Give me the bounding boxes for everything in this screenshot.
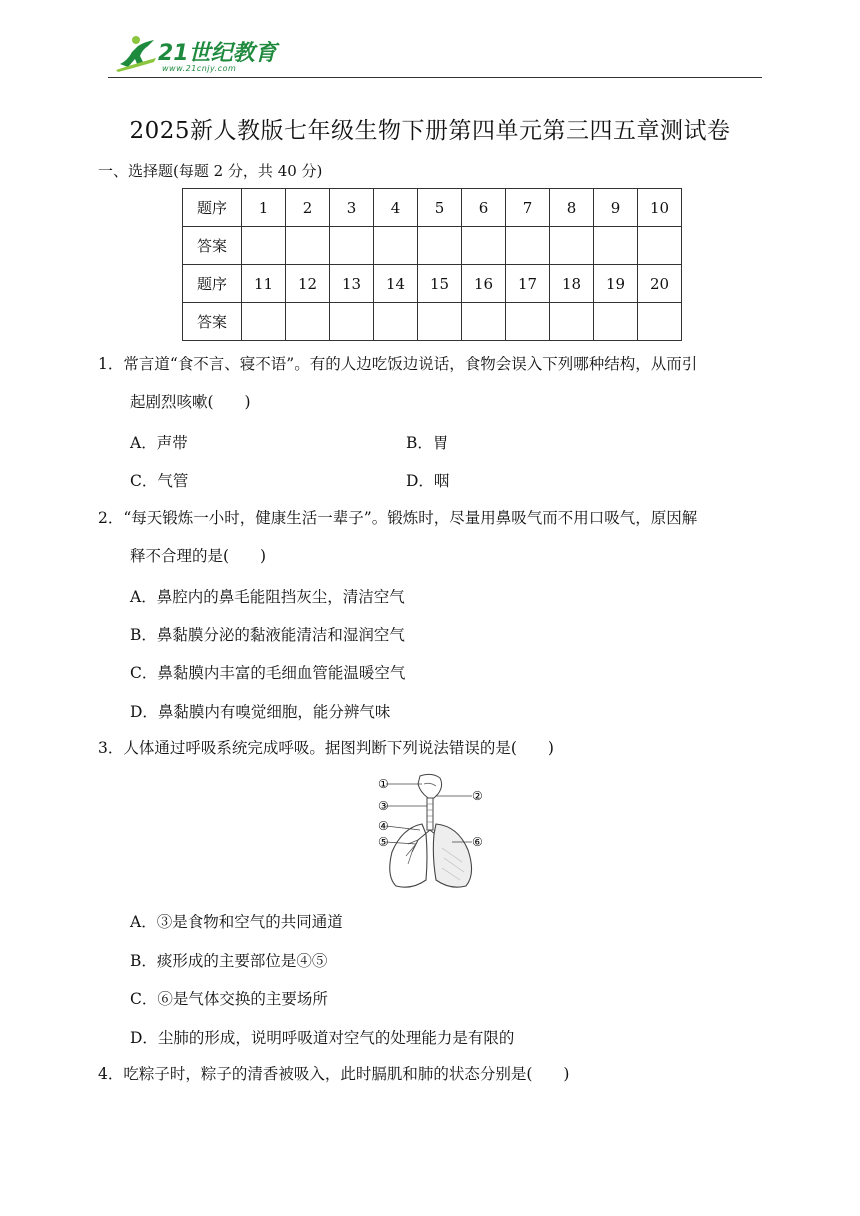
row-label: 答案 [183, 227, 242, 265]
table-row [183, 265, 682, 303]
table-cell: 16 [462, 265, 506, 303]
logo-text: 21世纪教育 [158, 41, 277, 66]
question-2-option-a: A．鼻腔内的鼻毛能阻挡灰尘，清洁空气 [130, 588, 405, 606]
question-1-stem-cont: 起剧烈咳嗽( ) [130, 393, 251, 411]
figure-label-6: ⑥ [472, 835, 483, 849]
table-cell: 9 [594, 189, 638, 227]
question-1-option-b: B．胃 [406, 434, 449, 452]
question-4-stem: 4．吃粽子时，粽子的清香被吸入，此时膈肌和肺的状态分别是( ) [98, 1065, 570, 1083]
row-label: 题序 [183, 189, 242, 227]
question-3-stem: 3．人体通过呼吸系统完成呼吸。据图判断下列说法错误的是( ) [98, 739, 554, 757]
question-1-stem: 1．常言道“食不言、寝不语”。有的人边吃饭边说话，食物会误入下列哪种结构，从而引 [98, 355, 698, 373]
answer-cell [286, 303, 330, 341]
answer-cell [638, 227, 682, 265]
question-1-option-a: A．声带 [130, 434, 188, 452]
table-cell: 12 [286, 265, 330, 303]
question-2-option-b: B．鼻黏膜分泌的黏液能清洁和湿润空气 [130, 626, 405, 644]
row-label: 答案 [183, 303, 242, 341]
answer-cell [594, 303, 638, 341]
table-cell: 17 [506, 265, 550, 303]
question-1-option-d: D．咽 [406, 472, 450, 490]
answer-cell [462, 303, 506, 341]
answer-cell [242, 227, 286, 265]
table-cell: 19 [594, 265, 638, 303]
answer-cell [374, 227, 418, 265]
answer-cell [242, 303, 286, 341]
logo [108, 32, 288, 76]
answer-cell [550, 227, 594, 265]
table-cell: 14 [374, 265, 418, 303]
table-row [183, 227, 682, 265]
question-3-option-a: A．③是食物和空气的共同通道 [130, 913, 343, 931]
table-cell: 6 [462, 189, 506, 227]
table-cell: 4 [374, 189, 418, 227]
figure-label-1: ① [378, 777, 389, 791]
figure-label-5: ⑤ [378, 835, 389, 849]
table-cell: 15 [418, 265, 462, 303]
table-cell: 5 [418, 189, 462, 227]
table-cell: 20 [638, 265, 682, 303]
question-2-option-c: C．鼻黏膜内丰富的毛细血管能温暖空气 [130, 664, 406, 682]
question-1-option-c: C．气管 [130, 472, 189, 490]
table-row [183, 303, 682, 341]
respiratory-system-diagram [372, 772, 492, 892]
table-cell: 1 [242, 189, 286, 227]
answer-cell [462, 227, 506, 265]
logo-url: www.21cnjy.com [162, 64, 237, 73]
table-cell: 2 [286, 189, 330, 227]
table-cell: 11 [242, 265, 286, 303]
page-header [108, 30, 762, 80]
answer-cell [286, 227, 330, 265]
section-heading: 一、选择题(每题 2 分，共 40 分) [98, 162, 323, 180]
table-cell: 8 [550, 189, 594, 227]
answer-cell [330, 303, 374, 341]
table-row [183, 189, 682, 227]
table-cell: 3 [330, 189, 374, 227]
answer-table [182, 188, 682, 341]
answer-cell [506, 303, 550, 341]
answer-cell [506, 227, 550, 265]
table-cell: 10 [638, 189, 682, 227]
question-3-option-c: C．⑥是气体交换的主要场所 [130, 990, 328, 1008]
question-2-stem-cont: 释不合理的是( ) [130, 547, 267, 565]
question-3-option-d: D．尘肺的形成，说明呼吸道对空气的处理能力是有限的 [130, 1029, 515, 1047]
answer-cell [330, 227, 374, 265]
header-divider [108, 77, 762, 78]
answer-cell [550, 303, 594, 341]
table-cell: 18 [550, 265, 594, 303]
figure-label-4: ④ [378, 819, 389, 833]
question-2-stem: 2．“每天锻炼一小时，健康生活一辈子”。锻炼时，尽量用鼻吸气而不用口吸气，原因解 [98, 509, 698, 527]
answer-cell [594, 227, 638, 265]
figure-label-2: ② [472, 789, 483, 803]
table-cell: 7 [506, 189, 550, 227]
table-cell: 13 [330, 265, 374, 303]
answer-cell [418, 227, 462, 265]
document-title: 2025新人教版七年级生物下册第四单元第三四五章测试卷 [129, 118, 731, 144]
answer-cell [418, 303, 462, 341]
answer-cell [374, 303, 418, 341]
answer-cell [638, 303, 682, 341]
row-label: 题序 [183, 265, 242, 303]
question-2-option-d: D．鼻黏膜内有嗅觉细胞，能分辨气味 [130, 703, 391, 721]
question-3-option-b: B．痰形成的主要部位是④⑤ [130, 952, 328, 970]
figure-label-3: ③ [378, 799, 389, 813]
runner-logo-icon [114, 34, 158, 74]
